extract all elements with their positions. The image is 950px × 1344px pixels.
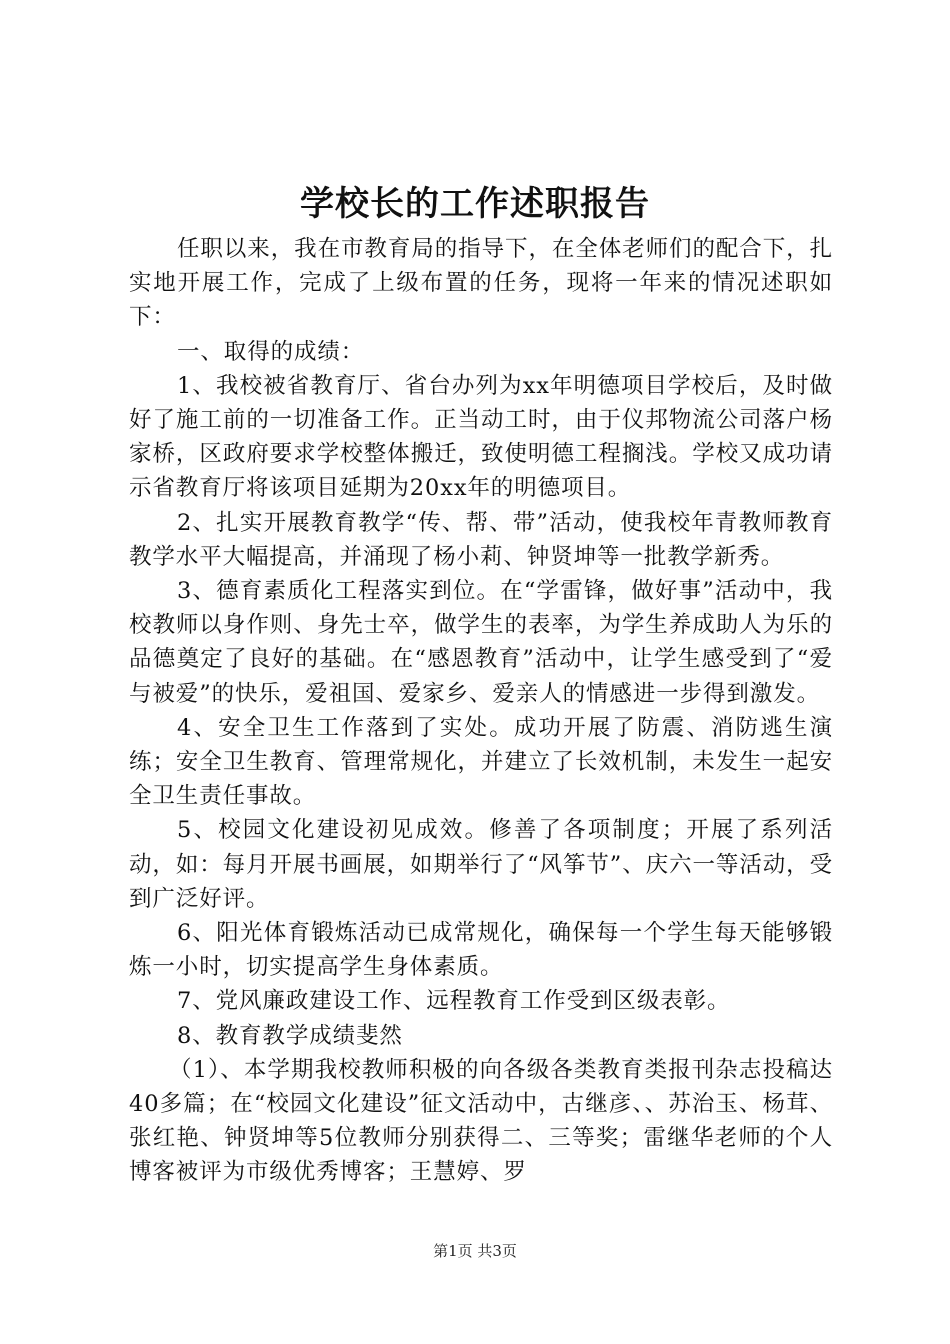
document-body	[129, 232, 833, 1190]
item-3-paragraph: 3、德育素质化工程落实到位。在“学雷锋，做好事”活动中，我校教师以身作则、身先士卒，做学生的表率，为学生养成助人为乐的品德奠定了良好的基础。在“感恩教育”活动中，让学生感受到了“爱与被爱”的快乐，爱祖国、爱家乡、爱亲人的情感进一步得到激发。	[129, 578, 833, 707]
item-1-paragraph: 1、我校被省教育厅、省台办列为xx年明德项目学校后，及时做好了施工前的一切准备工作。正当动工时，由于仪邦物流公司落户杨家桥，区政府要求学校整体搬迁，致使明德工程搁浅。学校又成功请示省教育厅将该项目延期为20xx年的明德项目。	[129, 372, 833, 502]
section-heading-achievements: 一、取得的成绩：	[177, 338, 365, 365]
item-7-paragraph: 7、党风廉政建设工作、远程教育工作受到区级表彰。	[177, 988, 731, 1015]
item-8-heading: 8、教育教学成绩斐然	[177, 1022, 403, 1049]
document-title: 学校长的工作述职报告	[300, 184, 650, 224]
intro-paragraph: 任职以来，我在市教育局的指导下，在全体老师们的配合下，扎实地开展工作，完成了上级布置的任务，现将一年来的情况述职如下：	[129, 236, 833, 331]
item-4-paragraph: 4、安全卫生工作落到了实处。成功开展了防震、消防逃生演练；安全卫生教育、管理常规化，并建立了长效机制，未发生一起安全卫生责任事故。	[129, 714, 833, 810]
page-number-footer: 第1页 共3页	[433, 1242, 517, 1260]
item-6-paragraph: 6、阳光体育锻炼活动已成常规化，确保每一个学生每天能够锻炼一小时，切实提高学生身体素质。	[129, 920, 833, 981]
item-2-paragraph: 2、扎实开展教育教学“传、帮、带”活动，使我校年青教师教育教学水平大幅提高，并涌现了杨小莉、钟贤坤等一批教学新秀。	[129, 509, 833, 570]
subitem-1-paragraph: （1）、本学期我校教师积极的向各级各类教育类报刊杂志投稿达40多篇；在“校园文化建设”征文活动中，古继彦、、苏治玉、杨茸、张红艳、钟贤坤等5位教师分别获得二、三等奖；雷继华老师的个人博客被评为市级优秀博客；王慧婷、罗	[129, 1056, 833, 1186]
item-5-paragraph: 5、校园文化建设初见成效。修善了各项制度；开展了系列活动，如：每月开展书画展，如期举行了“风筝节”、庆六一等活动，受到广泛好评。	[129, 817, 833, 912]
